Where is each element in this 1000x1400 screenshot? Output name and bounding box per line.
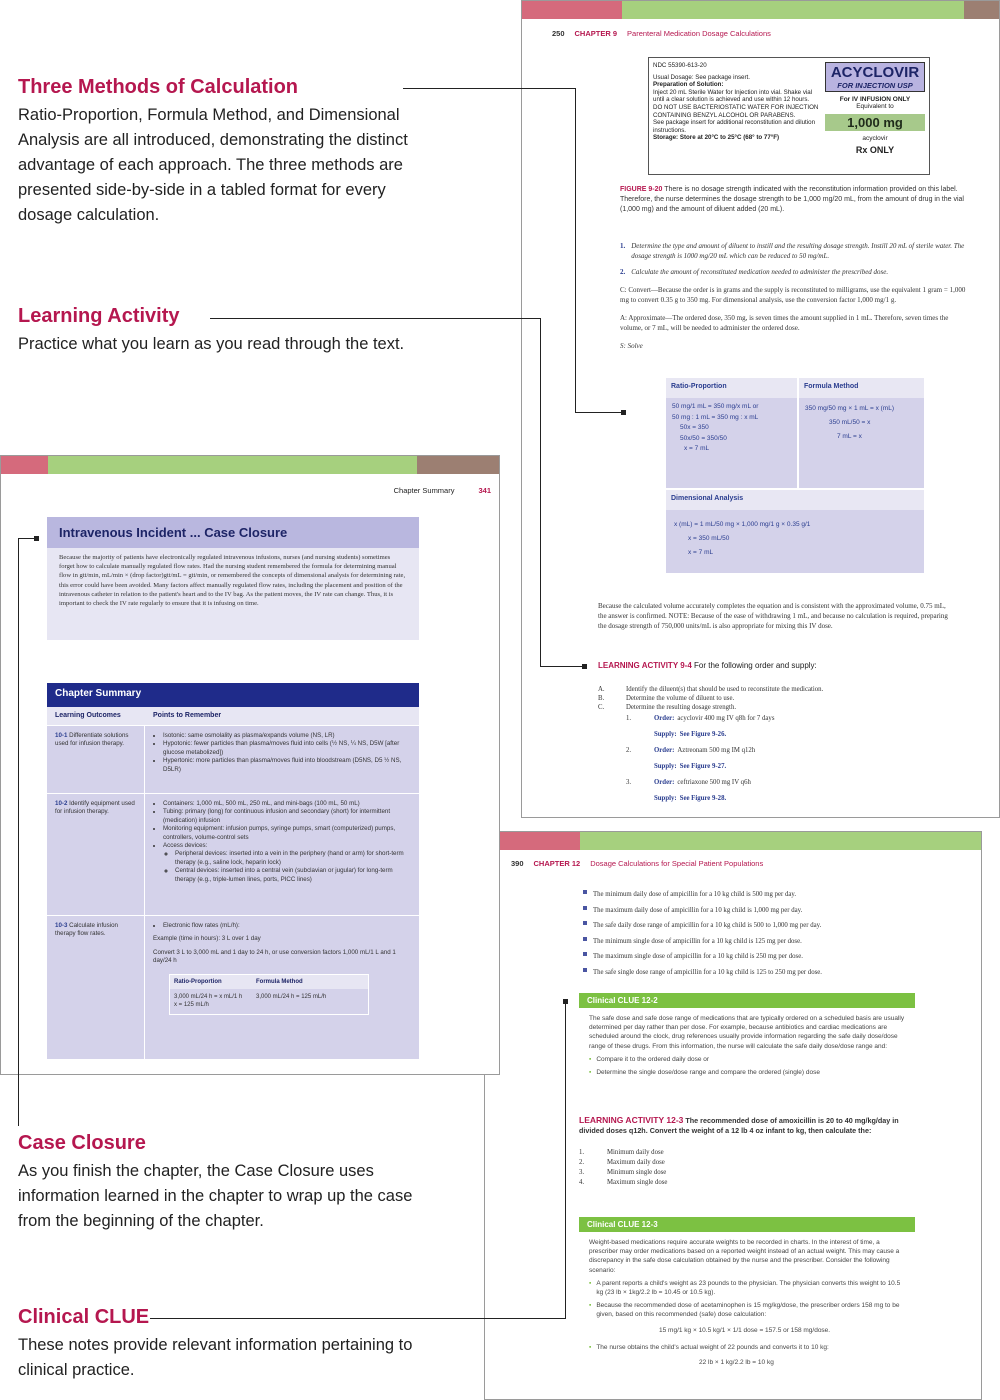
callout-case-closure [18, 1132, 418, 1234]
chapter-number: CHAPTER 12 [533, 859, 581, 868]
rp-cell [666, 398, 797, 488]
label-amount: 1,000 mg [825, 114, 925, 131]
leader-line [18, 538, 19, 1126]
drug-label [648, 57, 930, 175]
chapter-number: CHAPTER 9 [574, 29, 618, 38]
leader-line [540, 666, 584, 667]
convert-text: C: Convert—Because the order is in grams and the supply is reconstituted to milligrams, use the equivalent 1 gram = 1,000 mg to convert 0.35 g to 350 mg. For dimensional analysis, use the conversion factor 1,000 mg/1 g. [620, 286, 966, 304]
list-item: The maximum single dose of ampicillin for a 10 kg child is 250 mg per dose. [583, 949, 963, 965]
point: • Containers: 1,000 mL, 500 mL, 250 mL, and mini-bags (100 mL, 50 mL) [163, 800, 411, 808]
list-item: The safe daily dose range of ampicillin for a 10 kg child is 500 to 1,000 mg per day. [583, 918, 963, 934]
clinical-clue-12-2: Clinical CLUE 12-2 The safe dose and safe dose range of medications that are typically ordered on a scheduled basis are usually determined per day rather than per dose. For example, because antibiotics and cardiac medications are scheduled around the clock, drug references usually provide information regarding the safe daily dose/dose range of these drugs. From this information, the nurse will calculate the safe daily dose/dose range and: ▪ Compare it to the ordered daily dose or ▪ Determine the single dose/dose range and compare the ordered (single) dose [579, 993, 915, 1077]
rp-line: 50x/50 = 350/50 [680, 434, 727, 442]
sub-point: ◦ Peripheral devices: inserted into a vein in the periphery (hand or arm) for short-term therapy (e.g., saline lock, heparin lock) [175, 850, 411, 867]
fm-line: 7 mL = x [837, 433, 862, 440]
la-number: 3. [579, 1169, 585, 1176]
callout-title: Case Closure [18, 1132, 146, 1154]
case-text: Because the majority of patients have electronically regulated intravenous infusions, nurses (and nursing students) sometimes forget how to calculate manually regulated flow rates. Had the nursing student remembered the formula for determining manual flow in gtt/min, mL/min × (drop factor)gtt/mL = gtt/min, or remembered the concepts of dimensional analysis for determining rate, this error could have been avoided. Many factors affect manually regulated flow rates, including the placement and position of the intravenous catheter in relation to the patient's heart and to the IV bag. As the patient moves, the IV rate can change. Thus, it is important to check the IV rate regularly to ensure that it is infusing on time. [59, 554, 406, 608]
la-item: Determine the volume of diluent to use. [626, 695, 735, 702]
page-number: 390 [511, 859, 524, 868]
calc-line: x = 125 mL/h [174, 1002, 209, 1009]
point: • Hypertonic: more particles than plasma/moves fluid into bloodstream (D5NS, D5 ½ NS, D5LR) [163, 757, 411, 774]
clue-bullet: Compare it to the ordered daily dose or [596, 1055, 710, 1063]
da-cell [666, 510, 924, 573]
learning-activity-9-4 [598, 661, 988, 670]
clue-text: Weight-based medications require accurate weights to be recorded in charts. In the interest of time, a prescriber may order medications based on a reported weight instead of an actual weight. This may cause a discrepancy in the safe dose calculation obtained by the nurse and the prescriber. Consider the following scenario: [589, 1239, 900, 1274]
la-item: Maximum daily dose [607, 1159, 665, 1166]
table-row [47, 915, 419, 1059]
la-item: Identify the diluent(s) that should be used to reconstitute the medication. [626, 686, 824, 693]
leader-dot [34, 536, 39, 541]
clue-bullet: A parent reports a child's weight as 23 pounds to the physician. The physician converts this weight to 10.5 kg (23 lb × 1kg/2.2 lb = 10.45 or 10.5 kg). [596, 1279, 901, 1297]
order-number: 2. [626, 747, 632, 754]
rp-header: Ratio-Proportion [666, 378, 797, 398]
fm-cell [797, 398, 924, 488]
fm-header: Formula Method [797, 378, 924, 398]
page-number: 250 [552, 29, 565, 38]
clue-text: The safe dose and safe dose range of medications that are typically ordered on a scheduled basis are usually determined per day rather than per dose. For example, because antibiotics and cardiac medications are scheduled around the clock, drug references usually provide information regarding the safe daily dose/dose range of these drugs. From this information, the nurse will calculate the safe daily dose/dose range and: [589, 1015, 905, 1050]
la-number: 4. [579, 1179, 585, 1186]
page-header [485, 850, 981, 868]
point: • Tubing: primary (long) for continuous infusion and secondary (short) for intermittent (medication) infusion [163, 808, 411, 825]
rp-line: x = 7 mL [684, 445, 710, 452]
table-row [47, 725, 419, 793]
clue-bullet: Because the recommended dose of acetaminophen is 15 mg/kg/dose, the prescriber orders 158 mg to be given, based on this recommended (safe) dose calculation: [596, 1302, 900, 1319]
label-see: See package insert for additional reconstitution and dilution instructions. [653, 119, 816, 134]
label-rx: Rx ONLY [855, 145, 895, 155]
callout-learning-activity [18, 305, 438, 357]
la-item: Maximum single dose [607, 1179, 668, 1186]
calc-line: 22 lb × 1 kg/2.2 lb = 10 kg [699, 1359, 774, 1367]
example-text: Example (time in hours): 3 L over 1 day [153, 935, 261, 943]
calculation-table [666, 378, 924, 573]
la-item: Determine the resulting dosage strength. [626, 704, 737, 711]
la-list [579, 1148, 667, 1188]
page-header [522, 19, 999, 38]
list-item: The maximum daily dose of ampicillin for a 10 kg child is 1,000 mg per day. [583, 903, 963, 919]
rp-header: Ratio-Proportion [174, 978, 222, 985]
callout-body: Ratio-Proportion, Formula Method, and Dimensional Analysis are all introduced, demonstrating the distinct advantage of each approach. The three methods are presented side-by-side in a tabled format for every dosage calculation. [18, 106, 408, 224]
da-line: x = 350 mL/50 [688, 535, 730, 542]
list-item: The minimum daily dose of ampicillin for a 10 kg child is 500 mg per day. [583, 887, 963, 903]
col-header: Learning Outcomes [55, 712, 121, 719]
leader-dot [621, 410, 626, 415]
callout-title: Learning Activity [18, 305, 180, 327]
callout-three-methods [18, 76, 438, 228]
col-header: Points to Remember [153, 712, 222, 719]
outcome-text: Differentiate solutions used for infusion therapy. [55, 732, 129, 748]
step-1: Determine the type and amount of diluent to instill and the resulting dosage strength. Instill 20 mL of sterile water. The dosage strength is 1000 mg/20 mL which can be reduced to 50 mg/mL. [631, 242, 965, 260]
step-text: 1. Determine the type and amount of diluent to instill and the resulting dosage strength. Instill 20 mL of sterile water. The dosage strength is 1000 mg/20 mL which can be reduced to 50 mg/mL. 2. Calculate the amount of reconstituted medication needed to administer the prescribed dose. C: Convert—Because the order is in grams and the supply is reconstituted to milligrams, use the equivalent 1 gram = 1,000 mg to convert 0.35 g to 350 mg. For dimensional analysis, use the conversion factor 1,000 mg/1 g. A: Approximate—The ordered dose, 350 mg, is seven times the amount supplied in 1 mL. Therefore, seven times the volume, or 7 mL, will be needed to administer the ordered dose. S: Solve [620, 241, 970, 351]
supply-text: See Figure 9-28. [679, 795, 727, 802]
la-title: LEARNING ACTIVITY 9-4 [598, 661, 692, 670]
order-text: acyclovir 400 mg IV q8h for 7 days [677, 715, 775, 722]
la-marker: C. [598, 704, 605, 711]
label-equiv: Equivalent to [856, 103, 894, 110]
running-head: Chapter Summary [393, 486, 455, 495]
point: • Access devices: [163, 842, 411, 850]
la-title: LEARNING ACTIVITY 12-3 [579, 1115, 684, 1125]
callout-title: Clinical CLUE [18, 1306, 150, 1328]
order-number: 3. [626, 779, 632, 786]
fm-header: Formula Method [256, 978, 303, 985]
la-intro: For the following order and supply: [694, 661, 817, 670]
da-line: x (mL) = 1 mL/50 mg × 1,000 mg/1 g × 0.35 g/1 [674, 521, 811, 528]
label-storage: Storage: Store at 20°C to 25°C (68° to 77°F) [653, 134, 780, 142]
la-number: 1. [579, 1149, 585, 1156]
da-line: x = 7 mL [688, 549, 714, 556]
sub-point: ◦ Central devices: inserted into a central vein (subclavian or jugular) for long-term therapy (e.g., triple-lumen lines, ports, PICC lines) [175, 867, 411, 884]
supply-label: Supply: [654, 731, 677, 738]
page-header [394, 486, 491, 495]
supply-label: Supply: [654, 795, 677, 802]
outcome-text: Identify equipment used for infusion therapy. [55, 800, 135, 816]
page-250 [521, 0, 1000, 818]
callout-body: Practice what you learn as you read through the text. [18, 335, 405, 353]
page-number: 341 [478, 486, 491, 495]
order-label: Order: [654, 715, 675, 722]
figure-caption-block [620, 185, 964, 215]
outcome-id: 10-2 [55, 800, 68, 807]
outcome-id: 10-3 [55, 922, 68, 929]
leader-line [540, 318, 541, 667]
la-number: 2. [579, 1159, 585, 1166]
clinical-clue-12-3: Clinical CLUE 12-3 Weight-based medications require accurate weights to be recorded in charts. In the interest of time, a prescriber may order medications based on a reported weight instead of an actual weight. This may cause a discrepancy in the safe dose calculation obtained by the nurse and the prescriber. Consider the following scenario: ▪ A parent reports a child's weight as 23 pounds to the physician. The physician converts this weight to 10.5 kg (23 lb × 1kg/2.2 lb = 10.45 or 10.5 kg). ▪ Because the recommended dose of acetaminophen is 15 mg/kg/dose, the prescriber orders 158 mg to be given, based on this recommended (safe) dose calculation: 15 mg/1 kg × 10.5 kg/1 × 1/1 dose = 157.5 or 158 mg/dose. ▪ The nurse obtains the child's actual weight of 22 pounds and converts it to 10 kg: 22 lb × 1 kg/2.2 lb = 10 kg [579, 1217, 915, 1367]
color-bar [522, 1, 999, 19]
clue-title: Clinical CLUE 12-2 [579, 993, 915, 1008]
outcome-id: 10-1 [55, 732, 68, 739]
chapter-title: Parenteral Medication Dosage Calculations [627, 29, 771, 38]
leader-dot [582, 664, 587, 669]
fm-line: 350 mg/50 mg × 1 mL = x (mL) [805, 405, 894, 412]
check-text: Because the calculated volume accurately completes the equation and is consistent with the approximated volume, 0.75 mL, the answer is confirmed. NOTE: Because of the ease of withdrawing 1 mL, and because no calculation is required, preparing the dosage strength of 750,000 units/mL is also appropriate for mixing this IV dose. [598, 602, 948, 630]
point: • Monitoring equipment: infusion pumps, syringe pumps, smart (computerized) pumps, controllers, volume-control sets [163, 825, 411, 842]
leader-line [575, 412, 623, 413]
figure-caption: There is no dosage strength indicated with the reconstitution information provided on this label. Therefore, the nurse determines the dosage strength to be 1,000 mg/20 mL, from the amount of drug in the vial (1,000 mg) and the amount of diluent added (20 mL). [620, 186, 964, 213]
la-item: Minimum daily dose [607, 1149, 664, 1156]
label-form: FOR INJECTION USP [837, 81, 913, 90]
rp-line: 50x = 350 [680, 424, 709, 431]
order-label: Order: [654, 747, 675, 754]
supply-text: See Figure 9-27. [679, 763, 727, 770]
point: • Isotonic: same osmolality as plasma/expands volume (NS, LR) [163, 732, 411, 740]
la-list [598, 685, 958, 803]
order-text: ceftriaxone 500 mg IV q6h [677, 779, 751, 786]
callout-body: These notes provide relevant information pertaining to clinical practice. [18, 1336, 413, 1379]
case-title: Intravenous Incident ... Case Closure [47, 517, 419, 548]
step-2: Calculate the amount of reconstituted medication needed to administer the prescribed dose. [631, 268, 889, 276]
list-item: The safe single dose range of ampicillin for a 10 kg child is 125 to 250 mg per dose. [583, 965, 963, 981]
supply-text: See Figure 9-26. [679, 731, 727, 738]
la-item: Minimum single dose [607, 1169, 667, 1176]
summary-title: Chapter Summary [47, 683, 419, 707]
la-marker: B. [598, 695, 605, 702]
calc-line: 3,000 mL/24 h = x mL/1 h [174, 994, 243, 1001]
fm-line: 350 mL/50 = x [829, 419, 871, 426]
outcome-text: Calculate infusion therapy flow rates. [55, 922, 118, 938]
leader-line [403, 88, 575, 89]
color-bar [1, 456, 499, 474]
leader-line [210, 318, 540, 319]
rp-line: 50 mg/1 mL = 350 mg/x mL or [672, 403, 759, 410]
callout-body: As you finish the chapter, the Case Closure uses information learned in the chapter to wrap up the case from the beginning of the chapter. [18, 1162, 413, 1230]
clue-bullet: The nurse obtains the child's actual weight of 22 pounds and converts it to 10 kg: [596, 1343, 829, 1351]
label-generic: acyclovir [862, 135, 888, 142]
rp-line: 50 mg : 1 mL = 350 mg : x mL [672, 413, 759, 421]
learning-activity-12-3 [579, 1115, 919, 1136]
table-row [47, 793, 419, 915]
chapter-title: Dosage Calculations for Special Patient Populations [590, 859, 764, 868]
leader-line [150, 1318, 565, 1319]
list-item: The minimum single dose of ampicillin for a 10 kg child is 125 mg per dose. [583, 934, 963, 950]
convert-text: Convert 3 L to 3,000 mL and 1 day to 24 h, or use conversion factors 1,000 mL/1 L and 1 day/24 h [153, 948, 396, 965]
clue-title: Clinical CLUE 12-3 [579, 1217, 915, 1232]
ampicillin-list [583, 887, 963, 980]
label-ndc: NDC 55390-613-20 [653, 62, 707, 69]
point: • Hypotonic: fewer particles than plasma/moves fluid into cells (½ NS, ¼ NS, D5W [after glucose metabolized]) [163, 740, 411, 757]
color-bar [485, 832, 981, 850]
label-drug-name: ACYCLOVIR [830, 64, 920, 81]
order-text: Aztreonam 500 mg IM q12h [677, 747, 756, 754]
solve-text: S: Solve [620, 342, 643, 350]
label-iv: For IV INFUSION ONLY [839, 96, 911, 103]
leader-line [575, 88, 576, 413]
figure-label: FIGURE 9-20 [620, 186, 663, 193]
approximate-text: A: Approximate—The ordered dose, 350 mg, is seven times the amount supplied in 1 mL. Therefore, seven times the volume, or 7 mL, will be needed to administer the ordered dose. [620, 314, 949, 332]
order-number: 1. [626, 715, 632, 722]
da-header: Dimensional Analysis [666, 490, 924, 510]
calc-line: 15 mg/1 kg × 10.5 kg/1 × 1/1 dose = 157.5 or 158 mg/dose. [659, 1326, 831, 1334]
supply-label: Supply: [654, 763, 677, 770]
leader-dot [563, 999, 568, 1004]
order-label: Order: [654, 779, 675, 786]
chapter-summary-table [47, 683, 419, 1063]
page-341 [0, 455, 500, 1075]
label-prep: Inject 20 mL Sterile Water for Injection into vial. Shake vial until a clear solution is achieved and use within 12 hours. DO NOT USE BACTERIOSTATIC WATER FOR INJECTION CONTAINING BENZYL ALCOHOL OR PARABENS. [653, 88, 819, 119]
la-marker: A. [598, 686, 605, 693]
label-prep-head: Preparation of Solution: [653, 81, 724, 89]
flow-rate-table [169, 974, 369, 1015]
clue-bullet: Determine the single dose/dose range and compare the ordered (single) dose [596, 1069, 820, 1077]
page-390 [484, 831, 982, 1400]
la-text: The recommended dose of amoxicillin is 20 to 40 mg/kg/day in divided doses q12h. Convert the weight of a 12 lb 4 oz infant to kg, then calculate the: [579, 1116, 899, 1135]
label-usual: Usual Dosage: See package insert. [653, 73, 750, 81]
point: • Electronic flow rates (mL/h): [163, 922, 411, 930]
case-closure-box [47, 517, 419, 640]
leader-line [565, 1001, 566, 1319]
callout-title: Three Methods of Calculation [18, 76, 299, 98]
calc-line: 3,000 mL/24 h = 125 mL/h [256, 994, 327, 1001]
